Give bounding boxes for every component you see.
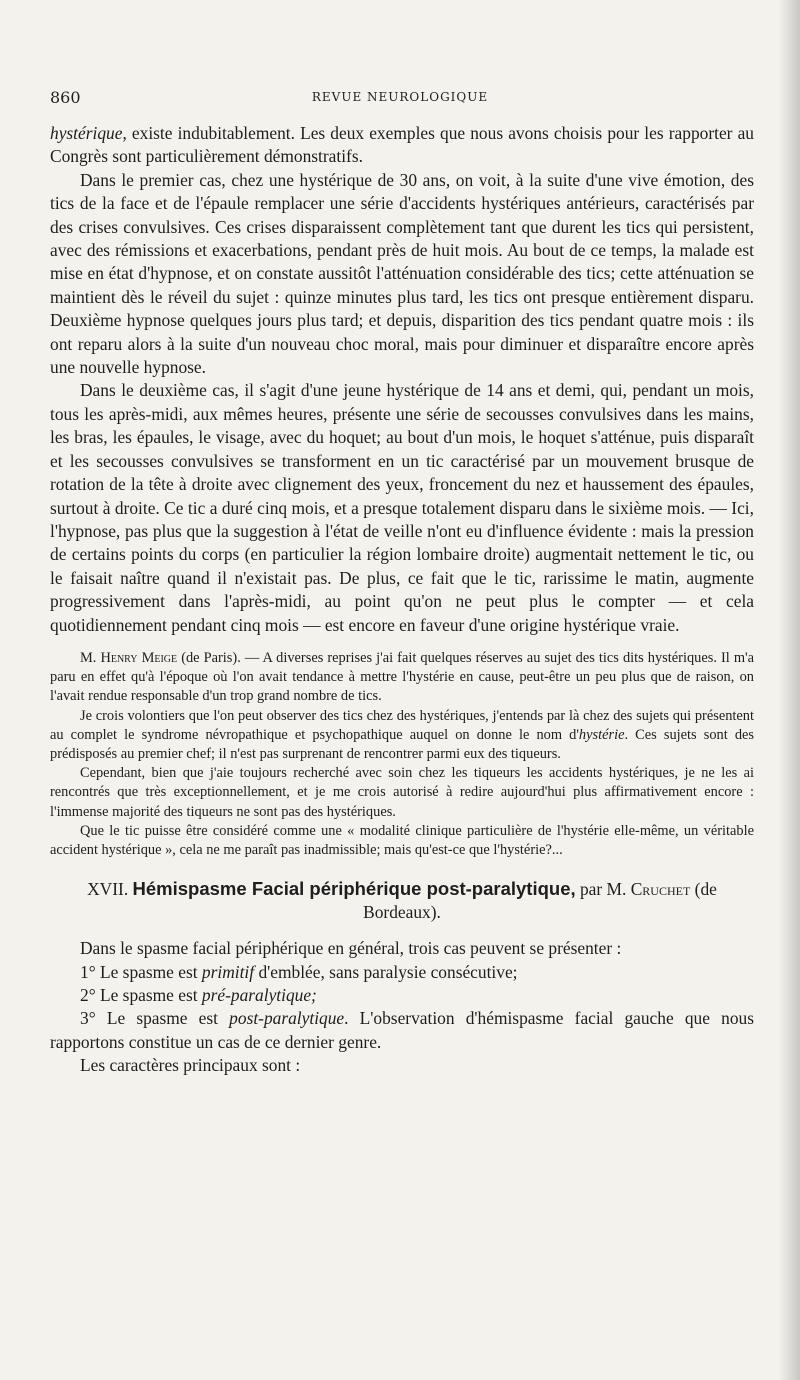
paragraph-first-case: Dans le premier cas, chez une hystérique de 30 ans, on voit, à la suite d'une vive émotion, des tics de la face et de l'épaule remplacer une série d'accidents hystériques antérieurs, caractérisés par des crises convulsives. Ces crises disparaissent complètement tant que durent les tics qui persistent, avec des rémissions et exacerbations, pendant près de huit mois. Au bout de ce temps, la malade est mise en état d'hypnose, et on constate aussitôt l'atténuation considérable des tics; cette atténuation se maintient dès le réveil du sujet : quinze minutes plus tard, les tics ont presque entièrement disparu. Deuxième hypnose quelques jours plus tard; et depuis, disparition des tics pendant quatre mois : ils ont reparu alors à la suite d'un nouveau choc moral, mais pour diminuer et disparaître encore après une nouvelle hypnose.: [50, 169, 754, 378]
section-heading: XVII. Hémispasme Facial périphérique post-paralytique, par M. Cruchet (de Bordeaux).: [87, 878, 717, 923]
emphasis: pré-paralytique;: [201, 984, 317, 1005]
discussion-paragraph-1: M. Henry Meige (de Paris). — A diverses reprises j'ai fait quelques réserves au sujet des tics dits hystériques. Il m'a paru en effet qu'à l'époque où l'on avait tendance à mettre l'hystérie en cause, peut-être un peu plus que de raison, on l'avait rendue responsable d'un trop grand nombre de tics.: [50, 649, 754, 705]
discussion-paragraph-2: Je crois volontiers que l'on peut observer des tics chez des hystériques, j'entends par là chez des sujets qui présentent au complet le syndrome névropathique et psychopathique auquel on donne le nom d'hystérie. Ces sujets sont des prédisposés au premier chef; il n'est pas surprenant de rencontrer parmi eux des tiqueurs.: [50, 707, 754, 762]
article-body: [50, 122, 754, 1078]
list-item-1: 1° Le spasme est primitif d'emblée, sans paralysie consécutive;: [80, 961, 518, 982]
page-edge-shadow: [778, 0, 800, 1380]
emphasis: post-paralytique: [229, 1008, 345, 1029]
closing-line: Les caractères principaux sont :: [80, 1055, 301, 1076]
paragraph-second-case: Dans le deuxième cas, il s'agit d'une jeune hystérique de 14 ans et demi, qui, pendant un mois, tous les après-midi, aux mêmes heures, présente une série de secousses convulsives dans les mains, les bras, les épaules, le visage, avec du hoquet; au bout d'un mois, le hoquet s'atténue, puis disparaît et les secousses convulsives se transforment en un tic caractérisé par un mouvement brusque de rotation de la tête à droite avec clignement des yeux, froncement du nez et haussement des épaules, surtout à droite. Ce tic a duré cinq mois, et a presque totalement disparu dans le sixième mois. — Ici, l'hypnose, pas plus que la suggestion à l'état de veille n'ont eu d'influence évidente : mais la pression de certains points du corps (en particulier la région lombaire droite) augmentait nettement le tic, ou le faisait naître quand il n'existait pas. De plus, ce fait que le tic, rarissime le matin, augmente progressivement dans l'après-midi, au point qu'on ne peut plus le compter — et cela quotidiennement pendant cinq mois — est encore en faveur d'une origine hystérique vraie.: [50, 380, 754, 635]
spacer: [50, 924, 754, 937]
discussion-paragraph-4: Que le tic puisse être considéré comme une « modalité clinique particulière de l'hystérie elle-même, un véritable accident hystérique », cela ne me paraît pas inadmissible; mais qu'est-ce que l'hystérie?...: [50, 822, 754, 858]
speaker-name: Henry Meige: [100, 649, 178, 666]
author-name: Cruchet: [630, 879, 691, 900]
list-item-3: 3° Le spasme est post-paralytique. L'observation d'hémispasme facial gauche que nous rapportons constitue un cas de ce dernier genre.: [50, 1008, 754, 1052]
page-number: 860: [50, 88, 81, 107]
emphasis: hystérique: [50, 123, 123, 143]
journal-title: REVUE NEUROLOGIQUE: [311, 90, 489, 104]
emphasis: primitif: [201, 961, 255, 982]
list-item-2: 2° Le spasme est pré-paralytique;: [80, 984, 317, 1005]
section-intro: Dans le spasme facial périphérique en général, trois cas peuvent se présenter :: [80, 938, 622, 959]
discussion-block: [50, 649, 754, 860]
emphasis: hystérie: [578, 726, 625, 743]
section-title: Hémispasme Facial périphérique post-paralytique,: [132, 878, 576, 900]
discussion-paragraph-3: Cependant, bien que j'aie toujours recherché avec soin chez les tiqueurs les accidents hystériques, je ne les ai rencontrés que très exceptionnellement, et je me crois autorisé à redire aujourd'hui plus affirmativement encore : l'immense majorité des tiqueurs ne sont pas des hystériques.: [50, 765, 754, 820]
section-number: XVII.: [87, 879, 133, 900]
paragraph-continuation: hystérique, existe indubitablement. Les deux exemples que nous avons choisis pour les rapporter au Congrès sont particulièrement démonstratifs.: [50, 123, 754, 167]
running-header: [50, 88, 750, 112]
